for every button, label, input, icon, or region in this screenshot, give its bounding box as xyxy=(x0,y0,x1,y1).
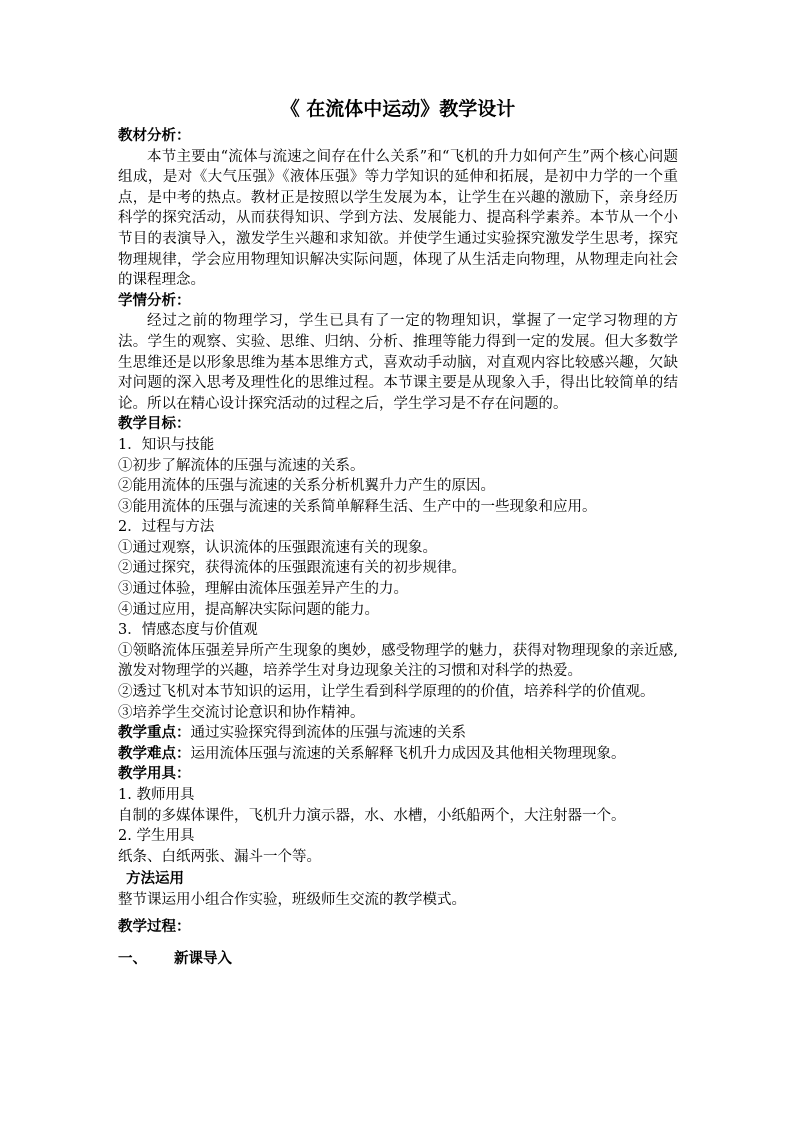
teacher-tools-title: 1. 教师用具 xyxy=(118,787,195,803)
method-text: 整节课运用小组合作实验，班级师生交流的教学模式。 xyxy=(118,891,466,908)
student-tools-title: 2. 学生用具 xyxy=(118,828,195,845)
goal-2-title: 2．过程与方法 xyxy=(118,519,215,536)
difficulty-label: 教学难点： xyxy=(118,744,191,762)
goal-2-item: ②通过探究，获得流体的压强跟流速有关的初步规律。 xyxy=(118,560,466,577)
step-1-number: 一、 xyxy=(118,950,147,968)
goal-3-item: ①领略流体压强差异所产生现象的奥妙，感受物理学的魅力，获得对物理现象的亲近感,激发对物理学的兴趣，培养学生对身边现象关注的习惯和对科学的热爱。 xyxy=(118,642,678,680)
goal-1-title: 1．知识与技能 xyxy=(118,436,215,453)
goal-2-item: ④通过应用，提高解决实际问题的能力。 xyxy=(118,601,379,618)
step-1-title: 新课导入 xyxy=(174,950,232,968)
method-heading: 方法运用 xyxy=(126,870,184,888)
student-analysis-body: 经过之前的物理学习，学生已具有了一定的物理知识，掌握了一定学习物理的方法。学生的观察、实验、思维、归纳、分析、推理等能力得到一定的发展。但大多数学生思维还是以形象思维为基本思维方式，喜欢动手动脑，对直观内容比较感兴趣，欠缺对问题的深入思考及理性化的思维过程。本节课主要是从现象入手，得出比较简单的结论。所以在精心设计探究活动的过程之后，学生学习是不存在问题的。 xyxy=(118,313,678,412)
teaching-goals-heading: 教学目标： xyxy=(118,415,191,433)
teaching-key-point xyxy=(118,723,678,744)
document-title: 《 在流体中运动》教学设计 xyxy=(280,98,516,120)
teacher-tools-text: 自制的多媒体课件，飞机升力演示器，水、水槽，小纸船两个，大注射器一个。 xyxy=(118,807,626,824)
goal-1-item: ②能用流体的压强与流速的关系分析机翼升力产生的原因。 xyxy=(118,478,495,495)
teaching-tools-heading: 教学用具： xyxy=(118,765,191,783)
goal-3-title: 3．情感态度与价值观 xyxy=(118,622,258,639)
goal-3-item: ③培养学生交流讨论意识和协作精神。 xyxy=(118,704,365,721)
goal-2-item: ①通过观察，认识流体的压强跟流速有关的现象。 xyxy=(118,539,437,556)
teaching-difficulty xyxy=(118,744,678,765)
goal-1-item: ①初步了解流体的压强与流速的关系。 xyxy=(118,457,365,474)
student-analysis-heading: 学情分析： xyxy=(118,291,191,309)
teaching-process-heading: 教学过程： xyxy=(118,917,191,935)
key-point-text: 通过实验探究得到流体的压强与流速的关系 xyxy=(190,725,466,742)
textbook-analysis-body: 本节主要由“流体与流速之间存在什么关系”和“飞机的升力如何产生”两个核心问题组成，是对《大气压强》《液体压强》等力学知识的延伸和拓展，是初中力学的一个重点，是中考的热点。教材正是按照以学生发展为本，让学生在兴趣的激励下，亲身经历科学的探究活动，从而获得知识、学到方法、发展能力、提高科学素养。本节从一个小节目的表演导入，激发学生兴趣和求知欲。并使学生通过实验探究激发学生思考，探究物理规律，学会应用物理知识解决实际问题，体现了从生活走向物理，从物理走向社会的课程理念。 xyxy=(118,148,678,289)
goal-3-item: ②透过飞机对本节知识的运用，让学生看到科学原理的的价值，培养科学的价值观。 xyxy=(118,684,655,701)
goal-1-item: ③能用流体的压强与流速的关系简单解释生活、生产中的一些现象和应用。 xyxy=(118,498,597,515)
process-step-1 xyxy=(118,949,678,970)
student-tools-text: 纸条、白纸两张、漏斗一个等。 xyxy=(118,848,321,865)
textbook-analysis-heading: 教材分析： xyxy=(118,127,191,144)
key-point-label: 教学重点： xyxy=(118,724,191,742)
document-body xyxy=(118,96,678,970)
difficulty-text: 运用流体压强与流速的关系解释飞机升力成因及其他相关物理现象。 xyxy=(190,745,626,762)
goal-2-item: ③通过体验，理解由流体压强差异产生的力。 xyxy=(118,581,408,598)
